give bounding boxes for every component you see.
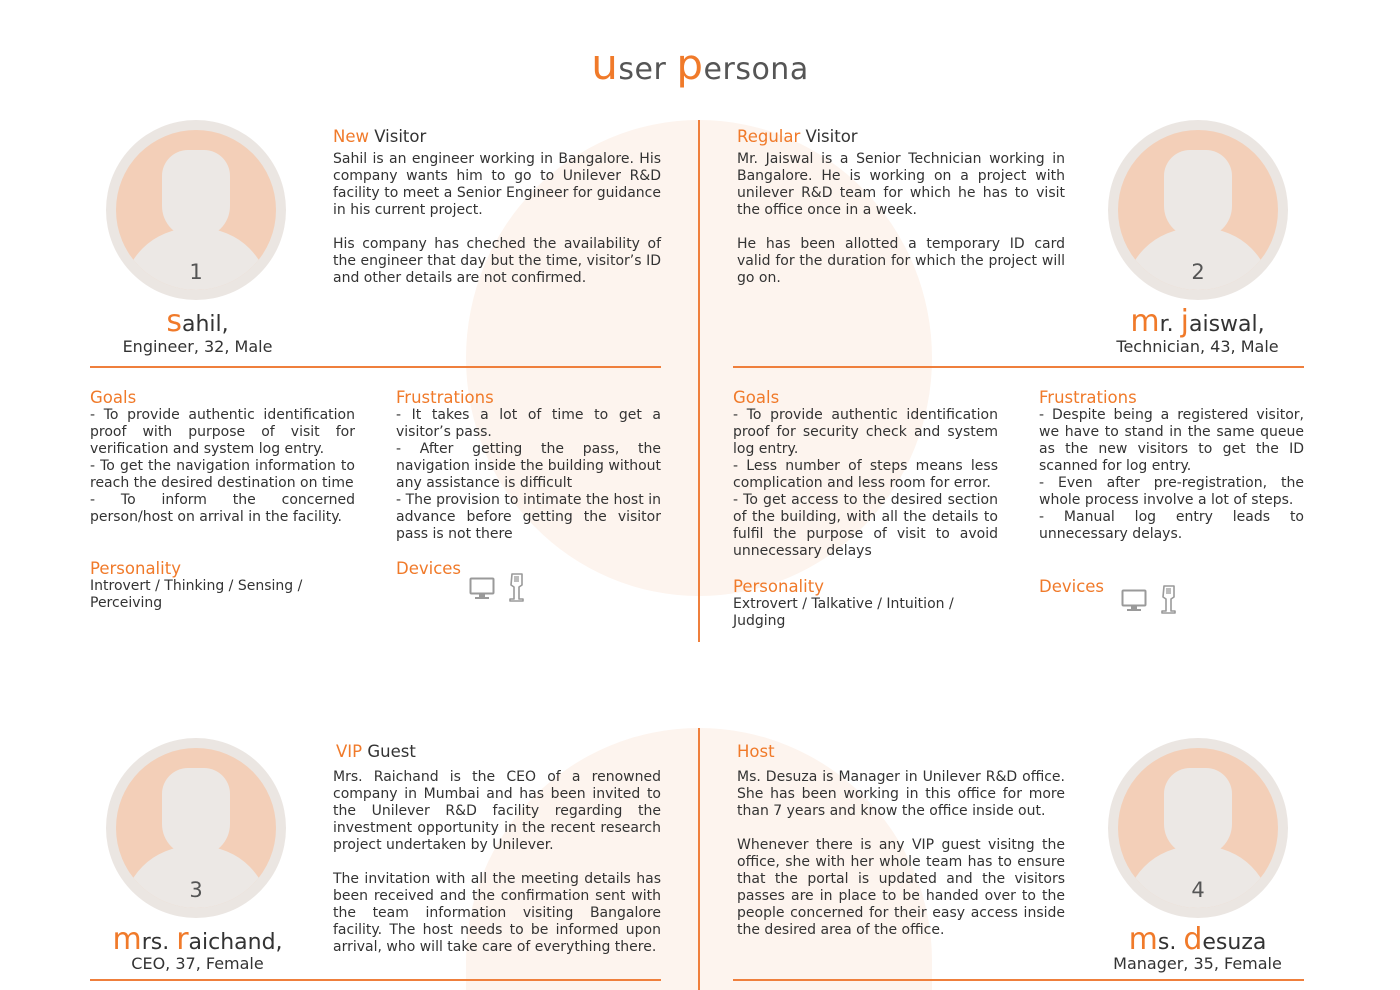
persona-meta: Engineer, 32, Male — [122, 337, 273, 356]
list-item: - After getting the pass, the navigation inside the building without any assistance is difficult — [396, 441, 661, 491]
frustrations-list — [396, 407, 661, 543]
list-item: - It takes a lot of time to get a visitor’s pass. — [396, 407, 661, 440]
persona-description: Mr. Jaiswal is a Senior Technician working in Bangalore. He is working on a project with unilever R&D team for which he has to visit the office once in a week. He has been allotted a temporary ID card valid for the duration for which the project will go on. — [737, 151, 1065, 286]
persona-number: 1 — [189, 260, 203, 284]
frustrations-heading: Frustrations — [1039, 388, 1137, 407]
persona-type: Host — [737, 742, 775, 761]
list-item: - Even after pre-registration, the whole process involve a lot of steps. — [1039, 475, 1304, 508]
list-item: - To inform the concerned person/host on arrival in the facility. — [90, 492, 355, 525]
frustrations-list — [1039, 407, 1304, 543]
frustrations-heading: Frustrations — [396, 388, 494, 407]
user-silhouette-icon — [1164, 768, 1232, 856]
persona-description: Mrs. Raichand is the CEO of a renowned company in Mumbai and has been invited to the Unilever R&D facility regarding the investment opportunity in the recent research project undertaken by Unilever. The invitation with all the meeting details has been received and the confirmation sent with the team information visiting Bangalore facility. The host needs to be informed upon arrival, who will take care of everything there. — [333, 769, 661, 955]
persona-meta: Manager, 35, Female — [1113, 954, 1282, 973]
persona-meta: Technician, 43, Male — [1116, 337, 1279, 356]
persona-number: 2 — [1191, 260, 1205, 284]
list-item: - The provision to intimate the host in advance before getting the visitor pass is not there — [396, 492, 661, 542]
personality-heading: Personality — [90, 559, 181, 578]
persona-description: Ms. Desuza is Manager in Unilever R&D office. She has been working in this office for more than 7 years and know the office inside out. Whenever there is any VIP guest visitng the office, she with her whole team has to ensure that the portal is updated and the visitors passes are in place to be handed over to the people concerned for their easy access inside the desired area of the office. — [737, 769, 1065, 938]
devices-heading: Devices — [396, 559, 462, 578]
persona-name: mr. jaiswal, — [1130, 304, 1265, 339]
list-item: - Manual log entry leads to unnecessary delays. — [1039, 509, 1304, 542]
persona-type: New Visitor — [333, 127, 427, 146]
list-item: - To provide authentic identification proof for security check and system log entry. — [733, 407, 998, 457]
avatar-persona-4 — [1108, 738, 1288, 918]
page-title: user persona — [591, 40, 809, 89]
monitor-icon — [469, 577, 495, 601]
goals-list — [733, 407, 998, 560]
monitor-icon — [1121, 589, 1147, 613]
divider-persona-2 — [733, 366, 1304, 368]
list-item: - Less number of steps means less complication and less room for error. — [733, 458, 998, 491]
persona-description: Sahil is an engineer working in Bangalore. His company wants him to go to Unilever R&D facility to meet a Senior Engineer for guidance in his current project. His company has cheched the availability of the engineer that day but the time, visitor’s ID and other details are not confirmed. — [333, 151, 661, 286]
persona-type: Regular Visitor — [737, 127, 858, 146]
persona-meta: CEO, 37, Female — [131, 954, 264, 973]
persona-number: 3 — [189, 878, 203, 902]
divider-persona-4 — [733, 979, 1304, 981]
list-item: - To provide authentic identification proof with purpose of visit for verification and system log entry. — [90, 407, 355, 457]
goals-list — [90, 407, 355, 526]
divider-persona-1 — [90, 366, 661, 368]
list-item: - To get access to the desired section of the building, with all the details to fulfil the purpose of visit to avoid unnecessary delays — [733, 492, 998, 559]
personality-text: Extrovert / Talkative / Intuition / Judging — [733, 596, 954, 629]
vertical-divider-top — [698, 120, 700, 642]
persona-name: ms. desuza — [1128, 922, 1267, 957]
kiosk-icon — [1158, 584, 1178, 614]
list-item: - Despite being a registered visitor, we have to stand in the same queue as the new visitors to get the ID scanned for log entry. — [1039, 407, 1304, 474]
avatar-persona-2 — [1108, 120, 1288, 300]
personality-heading: Personality — [733, 577, 824, 596]
divider-persona-3 — [90, 979, 661, 981]
persona-name: mrs. raichand, — [112, 922, 283, 957]
goals-heading: Goals — [90, 388, 137, 407]
kiosk-icon — [506, 572, 526, 602]
vertical-divider-bottom — [698, 728, 700, 990]
devices-heading: Devices — [1039, 577, 1105, 596]
user-silhouette-icon — [162, 150, 230, 238]
user-silhouette-icon — [162, 768, 230, 856]
personality-text: Introvert / Thinking / Sensing / Perceiving — [90, 578, 303, 611]
persona-type: VIP Guest — [336, 742, 416, 761]
avatar-persona-3 — [106, 738, 286, 918]
avatar-persona-1 — [106, 120, 286, 300]
persona-number: 4 — [1191, 878, 1205, 902]
user-silhouette-icon — [1164, 150, 1232, 238]
goals-heading: Goals — [733, 388, 780, 407]
persona-name: sahil, — [166, 304, 229, 339]
list-item: - To get the navigation information to reach the desired destination on time — [90, 458, 355, 491]
